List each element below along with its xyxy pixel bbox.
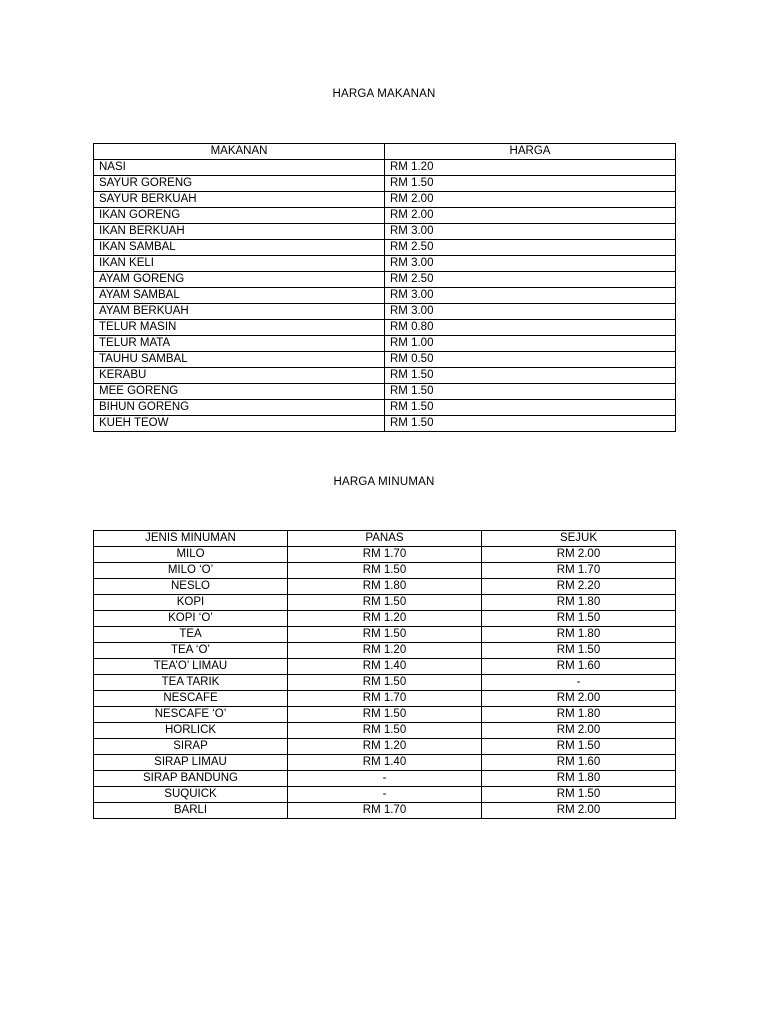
table-row (94, 595, 676, 611)
drink-price-table (93, 530, 676, 819)
food-price-title: HARGA MAKANAN (332, 88, 436, 100)
table-row (94, 336, 676, 352)
drink-hot-price-cell: RM 1.50 (288, 563, 482, 579)
drink-type-cell: NESLO (94, 579, 288, 595)
food-item-cell: IKAN GORENG (94, 208, 385, 224)
table-row (94, 739, 676, 755)
food-price-cell: RM 1.50 (385, 400, 676, 416)
table-row (94, 352, 676, 368)
drink-cold-price-cell: RM 1.70 (482, 563, 676, 579)
food-header-item: MAKANAN (94, 144, 385, 160)
food-price-cell: RM 1.00 (385, 336, 676, 352)
drink-cold-price-cell: RM 2.00 (482, 803, 676, 819)
drink-cold-price-cell: RM 1.80 (482, 627, 676, 643)
drink-hot-price-cell: RM 1.50 (288, 595, 482, 611)
drink-type-cell: NESCAFE (94, 691, 288, 707)
table-row (94, 723, 676, 739)
table-row (94, 224, 676, 240)
table-row (94, 563, 676, 579)
table-row (94, 208, 676, 224)
drink-type-cell: TEA ‘O’ (94, 643, 288, 659)
food-price-cell: RM 3.00 (385, 256, 676, 272)
food-price-cell: RM 3.00 (385, 304, 676, 320)
drink-hot-price-cell: RM 1.50 (288, 627, 482, 643)
drink-type-cell: SIRAP LIMAU (94, 755, 288, 771)
food-item-cell: SAYUR GORENG (94, 176, 385, 192)
drink-cold-price-cell: RM 1.50 (482, 787, 676, 803)
drink-type-cell: KOPI ‘O’ (94, 611, 288, 627)
table-row (94, 256, 676, 272)
drink-hot-price-cell: RM 1.20 (288, 611, 482, 627)
food-price-table (93, 143, 676, 432)
drink-type-cell: HORLICK (94, 723, 288, 739)
drink-price-title: HARGA MINUMAN (333, 476, 435, 488)
table-row (94, 240, 676, 256)
food-price-cell: RM 2.50 (385, 272, 676, 288)
drink-hot-price-cell: RM 1.70 (288, 547, 482, 563)
food-price-cell: RM 2.00 (385, 208, 676, 224)
drink-cold-price-cell: RM 1.50 (482, 611, 676, 627)
drink-hot-price-cell: RM 1.50 (288, 723, 482, 739)
drink-header-cold: SEJUK (482, 531, 676, 547)
table-row (94, 160, 676, 176)
food-price-cell: RM 2.50 (385, 240, 676, 256)
table-row (94, 304, 676, 320)
drink-hot-price-cell: RM 1.40 (288, 659, 482, 675)
drink-header-type: JENIS MINUMAN (94, 531, 288, 547)
food-header-price: HARGA (385, 144, 676, 160)
table-row (94, 400, 676, 416)
drink-type-cell: SIRAP BANDUNG (94, 771, 288, 787)
drink-cold-price-cell: RM 1.80 (482, 707, 676, 723)
table-row (94, 368, 676, 384)
drink-hot-price-cell: RM 1.20 (288, 739, 482, 755)
drink-cold-price-cell: RM 2.00 (482, 723, 676, 739)
table-row (94, 547, 676, 563)
drink-cold-price-cell: RM 2.20 (482, 579, 676, 595)
drink-type-cell: TEA TARIK (94, 675, 288, 691)
food-item-cell: BIHUN GORENG (94, 400, 385, 416)
food-item-cell: IKAN KELI (94, 256, 385, 272)
food-item-cell: TELUR MASIN (94, 320, 385, 336)
food-item-cell: IKAN SAMBAL (94, 240, 385, 256)
food-item-cell: AYAM BERKUAH (94, 304, 385, 320)
table-row (94, 803, 676, 819)
drink-hot-price-cell: - (288, 787, 482, 803)
food-item-cell: AYAM SAMBAL (94, 288, 385, 304)
food-item-cell: AYAM GORENG (94, 272, 385, 288)
drink-hot-price-cell: RM 1.40 (288, 755, 482, 771)
food-price-cell: RM 1.20 (385, 160, 676, 176)
drink-hot-price-cell: RM 1.50 (288, 675, 482, 691)
table-row (94, 579, 676, 595)
food-item-cell: TELUR MATA (94, 336, 385, 352)
food-table-body (94, 160, 676, 432)
food-item-cell: KUEH TEOW (94, 416, 385, 432)
food-item-cell: IKAN BERKUAH (94, 224, 385, 240)
food-price-cell: RM 1.50 (385, 176, 676, 192)
food-price-cell: RM 2.00 (385, 192, 676, 208)
table-row (94, 707, 676, 723)
table-row (94, 659, 676, 675)
food-table-header-row (94, 144, 676, 160)
drink-header-hot: PANAS (288, 531, 482, 547)
drink-cold-price-cell: RM 2.00 (482, 547, 676, 563)
drink-cold-price-cell: RM 1.80 (482, 595, 676, 611)
drink-cold-price-cell: RM 1.50 (482, 643, 676, 659)
food-price-cell: RM 0.80 (385, 320, 676, 336)
table-row (94, 416, 676, 432)
table-row (94, 675, 676, 691)
drink-hot-price-cell: RM 1.70 (288, 803, 482, 819)
table-row (94, 272, 676, 288)
drink-type-cell: KOPI (94, 595, 288, 611)
table-row (94, 176, 676, 192)
drink-type-cell: BARLI (94, 803, 288, 819)
food-item-cell: KERABU (94, 368, 385, 384)
drink-cold-price-cell: RM 2.00 (482, 691, 676, 707)
drink-type-cell: SIRAP (94, 739, 288, 755)
food-price-cell: RM 3.00 (385, 288, 676, 304)
drink-table-header-row (94, 531, 676, 547)
drink-cold-price-cell: RM 1.80 (482, 771, 676, 787)
drink-cold-price-cell: RM 1.50 (482, 739, 676, 755)
drink-type-cell: MILO ‘O’ (94, 563, 288, 579)
food-price-cell: RM 1.50 (385, 416, 676, 432)
drink-hot-price-cell: RM 1.50 (288, 707, 482, 723)
drink-type-cell: SUQUICK (94, 787, 288, 803)
food-item-cell: NASI (94, 160, 385, 176)
table-row (94, 691, 676, 707)
table-row (94, 771, 676, 787)
food-item-cell: SAYUR BERKUAH (94, 192, 385, 208)
drink-cold-price-cell: RM 1.60 (482, 659, 676, 675)
table-row (94, 787, 676, 803)
table-row (94, 384, 676, 400)
drink-cold-price-cell: - (482, 675, 676, 691)
drink-type-cell: MILO (94, 547, 288, 563)
drink-hot-price-cell: RM 1.80 (288, 579, 482, 595)
table-row (94, 288, 676, 304)
food-item-cell: TAUHU SAMBAL (94, 352, 385, 368)
food-price-cell: RM 0.50 (385, 352, 676, 368)
drink-type-cell: TEA (94, 627, 288, 643)
drink-hot-price-cell: - (288, 771, 482, 787)
table-row (94, 320, 676, 336)
drink-table-body (94, 547, 676, 819)
drink-hot-price-cell: RM 1.20 (288, 643, 482, 659)
food-price-cell: RM 1.50 (385, 384, 676, 400)
drink-type-cell: TEA’O’ LIMAU (94, 659, 288, 675)
food-item-cell: MEE GORENG (94, 384, 385, 400)
food-price-cell: RM 3.00 (385, 224, 676, 240)
table-row (94, 643, 676, 659)
drink-hot-price-cell: RM 1.70 (288, 691, 482, 707)
table-row (94, 192, 676, 208)
drink-cold-price-cell: RM 1.60 (482, 755, 676, 771)
drink-type-cell: NESCAFE ‘O’ (94, 707, 288, 723)
table-row (94, 611, 676, 627)
table-row (94, 627, 676, 643)
table-row (94, 755, 676, 771)
food-price-cell: RM 1.50 (385, 368, 676, 384)
